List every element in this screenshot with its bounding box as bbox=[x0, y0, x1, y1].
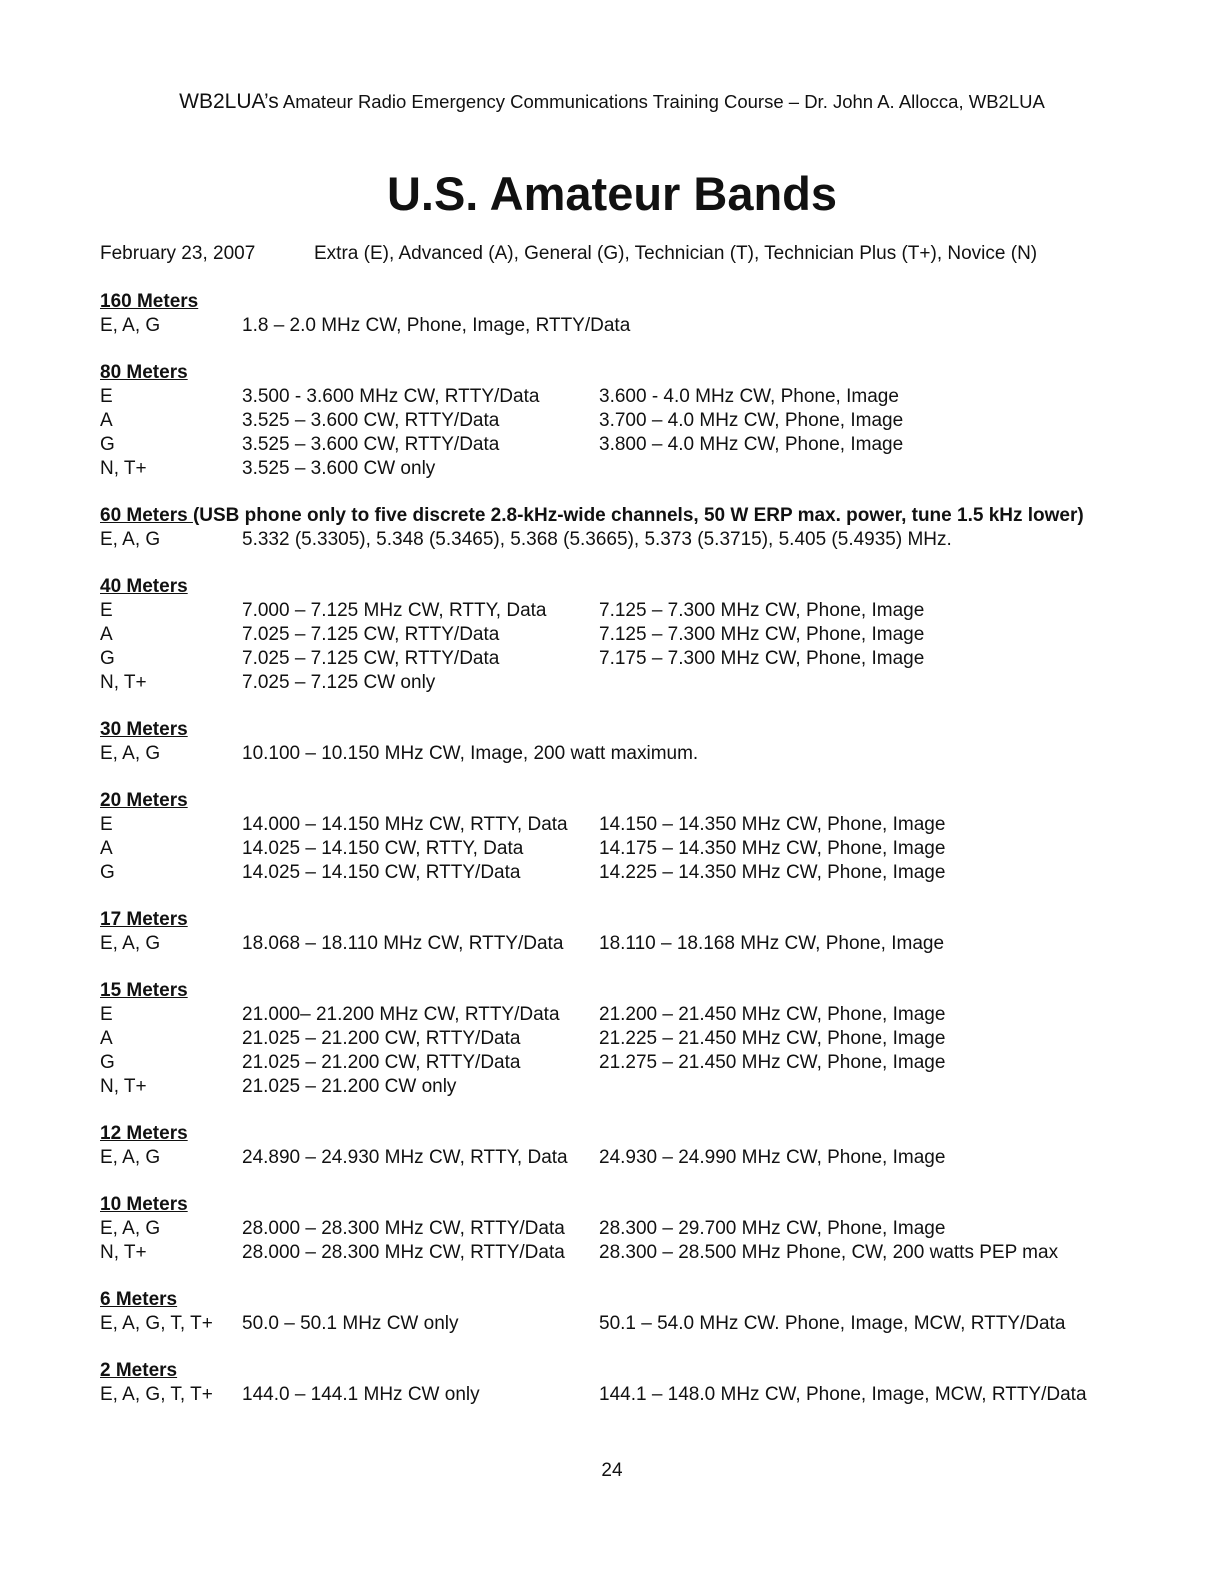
band-row bbox=[100, 861, 1130, 885]
band-section bbox=[100, 504, 1130, 552]
band-name: 60 Meters bbox=[100, 505, 193, 526]
license-classes: N, T+ bbox=[100, 1076, 147, 1097]
license-classes: E, A, G, T, T+ bbox=[100, 1384, 213, 1405]
band-name: 160 Meters bbox=[100, 291, 199, 312]
band-row bbox=[100, 813, 1130, 837]
band-section bbox=[100, 789, 1130, 885]
band-list bbox=[100, 290, 1130, 1430]
band-row bbox=[100, 599, 1130, 623]
license-classes: A bbox=[100, 410, 113, 431]
license-classes: E, A, G bbox=[100, 933, 161, 954]
license-classes: G bbox=[100, 862, 115, 883]
band-heading bbox=[100, 1288, 1130, 1312]
band-name: 12 Meters bbox=[100, 1123, 188, 1144]
band-row bbox=[100, 1217, 1130, 1241]
band-row bbox=[100, 1146, 1130, 1170]
frequency-range-secondary: 3.600 - 4.0 MHz CW, Phone, Image bbox=[599, 386, 899, 407]
band-section bbox=[100, 1359, 1130, 1407]
license-classes: A bbox=[100, 1028, 113, 1049]
frequency-range-secondary: 3.800 – 4.0 MHz CW, Phone, Image bbox=[599, 434, 904, 455]
band-name: 80 Meters bbox=[100, 362, 188, 383]
band-note: (USB phone only to five discrete 2.8-kHz-wide channels, 50 W ERP max. power, tune 1.5 kHz lower) bbox=[192, 505, 1084, 526]
band-row bbox=[100, 671, 1130, 695]
frequency-range-primary: 14.025 – 14.150 CW, RTTY/Data bbox=[242, 862, 521, 883]
header-course-title: Amateur Radio Emergency Communications Training Course – Dr. John A. Allocca, WB2LUA bbox=[278, 91, 1045, 112]
frequency-range-primary: 7.000 – 7.125 MHz CW, RTTY, Data bbox=[242, 600, 547, 621]
band-section bbox=[100, 575, 1130, 695]
band-name: 2 Meters bbox=[100, 1360, 178, 1381]
frequency-range-secondary: 14.225 – 14.350 MHz CW, Phone, Image bbox=[599, 862, 946, 883]
band-row bbox=[100, 1241, 1130, 1265]
license-classes: A bbox=[100, 838, 113, 859]
band-name: 40 Meters bbox=[100, 576, 188, 597]
band-section bbox=[100, 1193, 1130, 1265]
frequency-range-secondary: 144.1 – 148.0 MHz CW, Phone, Image, MCW, RTTY/Data bbox=[599, 1384, 1087, 1405]
license-classes: E bbox=[100, 1004, 113, 1025]
band-section bbox=[100, 361, 1130, 481]
frequency-range-primary: 14.000 – 14.150 MHz CW, RTTY, Data bbox=[242, 814, 568, 835]
frequency-range-primary: 21.025 – 21.200 CW, RTTY/Data bbox=[242, 1028, 521, 1049]
page-number: 24 bbox=[601, 1460, 623, 1481]
frequency-range-primary: 21.025 – 21.200 CW, RTTY/Data bbox=[242, 1052, 521, 1073]
band-name: 17 Meters bbox=[100, 909, 188, 930]
frequency-range-primary: 7.025 – 7.125 CW only bbox=[242, 672, 436, 693]
frequency-range-secondary: 3.700 – 4.0 MHz CW, Phone, Image bbox=[599, 410, 904, 431]
frequency-range-primary: 14.025 – 14.150 CW, RTTY, Data bbox=[242, 838, 524, 859]
band-heading bbox=[100, 575, 1130, 599]
header-callsign: WB2LUA’s bbox=[179, 90, 279, 113]
frequency-range-primary: 28.000 – 28.300 MHz CW, RTTY/Data bbox=[242, 1242, 565, 1263]
frequency-range-secondary: 7.125 – 7.300 MHz CW, Phone, Image bbox=[599, 600, 925, 621]
band-row bbox=[100, 1051, 1130, 1075]
frequency-range-primary: 28.000 – 28.300 MHz CW, RTTY/Data bbox=[242, 1218, 565, 1239]
frequency-range-secondary: 28.300 – 29.700 MHz CW, Phone, Image bbox=[599, 1218, 946, 1239]
frequency-range-primary: 21.025 – 21.200 CW only bbox=[242, 1076, 457, 1097]
band-name: 15 Meters bbox=[100, 980, 188, 1001]
band-name: 6 Meters bbox=[100, 1289, 178, 1310]
license-classes: G bbox=[100, 1052, 115, 1073]
frequency-range-secondary: 14.175 – 14.350 MHz CW, Phone, Image bbox=[599, 838, 946, 859]
license-class-legend: Extra (E), Advanced (A), General (G), Technician (T), Technician Plus (T+), Novice (N) bbox=[314, 243, 1038, 264]
license-classes: E bbox=[100, 600, 113, 621]
license-classes: G bbox=[100, 434, 115, 455]
frequency-range-primary: 7.025 – 7.125 CW, RTTY/Data bbox=[242, 648, 500, 669]
band-row bbox=[100, 837, 1130, 861]
frequency-range-primary: 5.332 (5.3305), 5.348 (5.3465), 5.368 (5.3665), 5.373 (5.3715), 5.405 (5.4935) MHz. bbox=[242, 529, 952, 550]
band-section bbox=[100, 718, 1130, 766]
band-name: 30 Meters bbox=[100, 719, 188, 740]
frequency-range-primary: 3.500 - 3.600 MHz CW, RTTY/Data bbox=[242, 386, 540, 407]
frequency-range-secondary: 21.200 – 21.450 MHz CW, Phone, Image bbox=[599, 1004, 946, 1025]
band-section bbox=[100, 908, 1130, 956]
band-row bbox=[100, 742, 1130, 766]
band-heading bbox=[100, 979, 1130, 1003]
frequency-range-primary: 3.525 – 3.600 CW, RTTY/Data bbox=[242, 434, 500, 455]
license-classes: E, A, G bbox=[100, 743, 161, 764]
band-heading bbox=[100, 718, 1130, 742]
band-row bbox=[100, 314, 1130, 338]
band-row bbox=[100, 1383, 1130, 1407]
band-section bbox=[100, 1122, 1130, 1170]
band-row bbox=[100, 385, 1130, 409]
frequency-range-primary: 21.000– 21.200 MHz CW, RTTY/Data bbox=[242, 1004, 560, 1025]
band-row bbox=[100, 1027, 1130, 1051]
band-heading bbox=[100, 504, 1130, 528]
band-heading bbox=[100, 1122, 1130, 1146]
frequency-range-primary: 24.890 – 24.930 MHz CW, RTTY, Data bbox=[242, 1147, 568, 1168]
frequency-range-secondary: 7.175 – 7.300 MHz CW, Phone, Image bbox=[599, 648, 925, 669]
frequency-range-secondary: 7.125 – 7.300 MHz CW, Phone, Image bbox=[599, 624, 925, 645]
frequency-range-primary: 7.025 – 7.125 CW, RTTY/Data bbox=[242, 624, 500, 645]
band-section bbox=[100, 290, 1130, 338]
band-name: 10 Meters bbox=[100, 1194, 188, 1215]
license-classes: E, A, G bbox=[100, 1218, 161, 1239]
license-classes: N, T+ bbox=[100, 672, 147, 693]
license-classes: A bbox=[100, 624, 113, 645]
band-heading bbox=[100, 908, 1130, 932]
band-row bbox=[100, 433, 1130, 457]
license-classes: E, A, G bbox=[100, 1147, 161, 1168]
band-row bbox=[100, 932, 1130, 956]
license-classes: E, A, G, T, T+ bbox=[100, 1313, 213, 1334]
band-section bbox=[100, 979, 1130, 1099]
license-classes: G bbox=[100, 648, 115, 669]
frequency-range-primary: 1.8 – 2.0 MHz CW, Phone, Image, RTTY/Data bbox=[242, 315, 631, 336]
license-classes: E, A, G bbox=[100, 529, 161, 550]
license-classes: E bbox=[100, 814, 113, 835]
band-row bbox=[100, 1075, 1130, 1099]
frequency-range-secondary: 18.110 – 18.168 MHz CW, Phone, Image bbox=[599, 933, 945, 954]
band-row bbox=[100, 647, 1130, 671]
dateline bbox=[100, 243, 1037, 265]
frequency-range-secondary: 50.1 – 54.0 MHz CW. Phone, Image, MCW, RTTY/Data bbox=[599, 1313, 1066, 1334]
license-classes: N, T+ bbox=[100, 1242, 147, 1263]
license-classes: N, T+ bbox=[100, 458, 147, 479]
band-row bbox=[100, 457, 1130, 481]
frequency-range-secondary: 21.225 – 21.450 MHz CW, Phone, Image bbox=[599, 1028, 946, 1049]
license-classes: E, A, G bbox=[100, 315, 161, 336]
band-row bbox=[100, 528, 1130, 552]
band-name: 20 Meters bbox=[100, 790, 188, 811]
frequency-range-primary: 3.525 – 3.600 CW, RTTY/Data bbox=[242, 410, 500, 431]
band-heading bbox=[100, 789, 1130, 813]
band-row bbox=[100, 1003, 1130, 1027]
band-heading bbox=[100, 361, 1130, 385]
frequency-range-primary: 50.0 – 50.1 MHz CW only bbox=[242, 1313, 459, 1334]
band-heading bbox=[100, 1359, 1130, 1383]
document-date: February 23, 2007 bbox=[100, 243, 256, 264]
running-header bbox=[0, 90, 1224, 114]
frequency-range-secondary: 24.930 – 24.990 MHz CW, Phone, Image bbox=[599, 1147, 946, 1168]
frequency-range-primary: 3.525 – 3.600 CW only bbox=[242, 458, 436, 479]
frequency-range-secondary: 14.150 – 14.350 MHz CW, Phone, Image bbox=[599, 814, 946, 835]
page-title: U.S. Amateur Bands bbox=[386, 167, 838, 220]
band-section bbox=[100, 1288, 1130, 1336]
band-heading bbox=[100, 290, 1130, 314]
band-row bbox=[100, 623, 1130, 647]
license-classes: E bbox=[100, 386, 113, 407]
frequency-range-primary: 18.068 – 18.110 MHz CW, RTTY/Data bbox=[242, 933, 564, 954]
frequency-range-primary: 144.0 – 144.1 MHz CW only bbox=[242, 1384, 480, 1405]
frequency-range-primary: 10.100 – 10.150 MHz CW, Image, 200 watt maximum. bbox=[242, 743, 699, 764]
band-row bbox=[100, 409, 1130, 433]
band-row bbox=[100, 1312, 1130, 1336]
frequency-range-secondary: 21.275 – 21.450 MHz CW, Phone, Image bbox=[599, 1052, 946, 1073]
frequency-range-secondary: 28.300 – 28.500 MHz Phone, CW, 200 watts PEP max bbox=[599, 1242, 1059, 1263]
band-heading bbox=[100, 1193, 1130, 1217]
